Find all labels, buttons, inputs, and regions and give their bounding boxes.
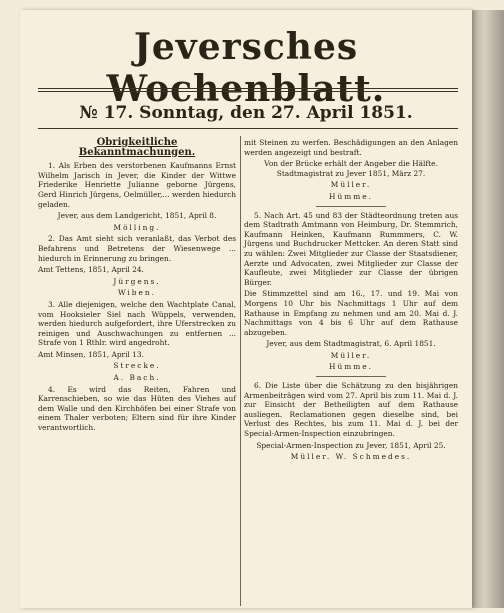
notice-5-signature: Müller. — [330, 350, 372, 360]
notice-3-place-date: Amt Minsen, 1851, April 13. — [38, 349, 144, 359]
notice-1: 1. Als Erben des verstorbenen Kaufmanns Ernst Wilhelm Jarisch in Jever, die Kinder der Wittwe Friederike Henriette Julianne geborne Jürgens, Gerd Hinrich Jürgens, Oelmüller,... werden hiedurch geladen. — [38, 161, 236, 209]
notice-6-signature: Müller. W. Schmedes. — [290, 452, 412, 462]
masthead-rule-bottom — [38, 91, 458, 92]
newspaper-page — [20, 10, 472, 608]
issue-rule — [38, 128, 458, 129]
notice-4-place-date: Von der Brücke erhält der Angeber die Hälfte. Stadtmagistrat zu Jever 1851, März 27. — [264, 159, 438, 178]
notice-3: 3. Alle diejenigen, welche den Wachtplate Canal, vom Hooksieler Siel nach Wüppels, verwenden, werden hiedurch aufgefordert, ihre Uferstrecken zu reinigen und Auschwachungen zu entfernen ... Strafe von 1 Rthlr. wird angedroht. — [38, 299, 236, 348]
notice-2-signature: Jürgens. — [113, 276, 161, 286]
separator — [316, 206, 386, 207]
masthead-title: Jeversches Wochenblatt. — [106, 26, 386, 110]
notice-2-signature-2: Wiben. — [117, 288, 157, 298]
column-divider — [240, 136, 241, 606]
notice-6-place-date: Special-Armen-Inspection zu Jever, 1851, April 25. — [256, 440, 446, 450]
notice-4-signature: Müller. — [330, 180, 372, 190]
notice-5-place-date: Jever, aus dem Stadtmagistrat, 6. April 1851. — [266, 339, 436, 349]
notice-5-signature-2: Hümme. — [329, 362, 373, 372]
notice-6: 6. Die Liste über die Schätzung zu den bisjährigen Armenbeiträgen wird vom 27. April bis zum 11. Mai d. J. zur Einsicht der Betheiligten auf dem Rathause ausliegen. Reclamationen gegen dieselbe sind, bei Verlust des Rechtes, bis zum 11. Mai d. J. bei der Special-Armen-Inspection einzubringen. — [244, 381, 458, 439]
masthead-rule-top — [38, 88, 458, 89]
notice-2: 2. Das Amt sieht sich veranlaßt, das Verbot des Befahrens und Betretens der Wiesenwege ... hiedurch in Erinnerung zu bringen. — [38, 234, 236, 263]
right-column — [244, 138, 458, 464]
notice-3-signature-2: A. Bach. — [113, 373, 161, 383]
left-column — [38, 138, 236, 435]
separator-2 — [316, 376, 386, 377]
notice-4-signature-2: Hümme. — [329, 191, 373, 201]
notice-3-signature: Strecke. — [113, 361, 161, 371]
notice-1-place-date: Jever, aus dem Landgericht, 1851, April 8. — [57, 211, 217, 221]
section-heading: Obrigkeitliche Bekanntmachungen. — [78, 137, 196, 158]
issue-line: № 17. Sonntag, den 27. April 1851. — [79, 103, 413, 123]
notice-4-continued: mit Steinen zu werfen. Beschädigungen an den Anlagen werden angezeigt und bestraft. — [244, 138, 458, 157]
notice-1-signature: Mölling. — [113, 222, 161, 232]
notice-5-voting: Die Stimmzettel sind am 16., 17. und 19. Mai von Morgens 10 Uhr bis Nachmittags 1 Uhr auf dem Rathause in Empfang zu nehmen und am 20. Mai d. J. Nachmittags von 4 bis 6 Uhr auf dem Rathause abzugeben. — [244, 289, 458, 337]
notice-4: 4. Es wird das Reiten, Fahren und Karrenschieben, so wie das Hüten des Viehes auf dem Walle und den Kirchhöfen bei einer Strafe von einem Thaler verboten; Eltern sind für ihre Kinder verantwortlich. — [38, 384, 236, 433]
notice-2-place-date: Amt Tettens, 1851, April 24. — [38, 265, 144, 275]
book-spine — [472, 10, 504, 608]
notice-5: 5. Nach Art. 45 und 83 der Städteordnung treten aus dem Stadtrath Amtmann von Heimburg, Dr. Stemmrich, Kaufmann Heinken, Kaufmann Rummmers, C. W. Jürgens und Buchdrucker Mettcker. An deren Statt sind zu wählen: Zwei Mitglieder zur Classe der Staatsdiener, Aerzte und Advocaten, zwei Mitglieder zur Classe der Kaufleute, zwei Mitglieder zur Classe der übrigen Bürger. — [244, 210, 458, 287]
